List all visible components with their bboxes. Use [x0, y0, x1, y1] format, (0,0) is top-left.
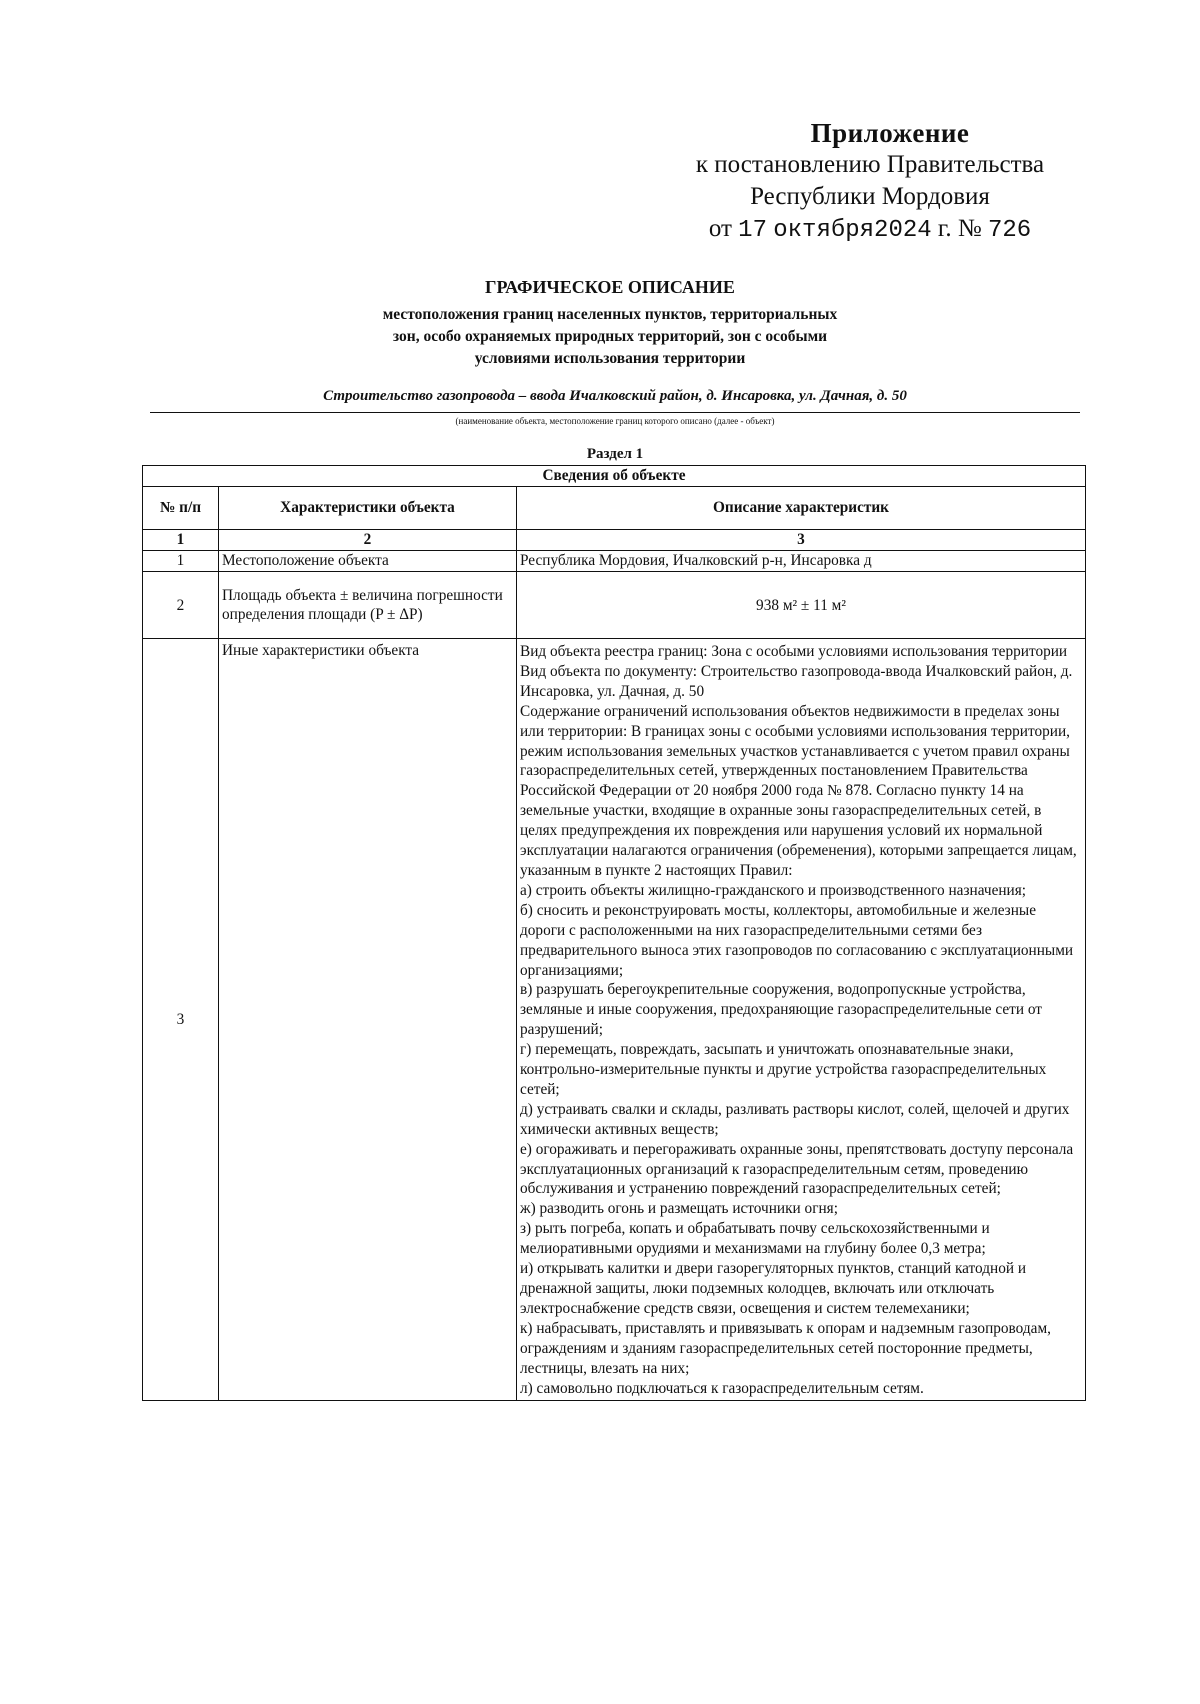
table-caption: Сведения об объекте [143, 466, 1086, 487]
decree-number-label: г. № [937, 215, 982, 242]
table-row [143, 572, 1086, 639]
restriction-item: ж) разводить огонь и размещать источники огня; [520, 1200, 838, 1218]
row-description: Республика Мордовия, Ичалковский р-н, Инсаровка д [517, 551, 1086, 572]
restriction-item: б) сносить и реконструировать мосты, коллекторы, автомобильные и железные дороги с расположенными на них газораспределительными сетями без предварительного выноса этих газопроводов по согласованию с эксплуатационными организациями; [520, 901, 1074, 979]
object-caption: (наименование объекта, местоположение границ которого описано (далее - объект) [455, 416, 775, 426]
document-heading [290, 277, 930, 370]
row-num: 3 [143, 639, 219, 1401]
restriction-item: и) открывать калитки и двери газорегуляторных пунктов, станций катодной и дренажной защиты, люки подземных колодцев, включать или отключать электроснабжение средств связи, освещения и систем телемеханики; [520, 1260, 1027, 1317]
decree-number: 726 [987, 217, 1032, 244]
column-number: 2 [219, 530, 517, 551]
document-title: ГРАФИЧЕСКОЕ ОПИСАНИЕ [485, 277, 735, 297]
row-characteristic: Иные характеристики объекта [219, 639, 517, 1401]
document-subtitle-1: местоположения границ населенных пунктов, территориальных [382, 306, 838, 323]
restriction-item: к) набрасывать, приставлять и привязывать к опорам и надземным газопроводам, ограждениям и зданиям газораспределительных сетей посторонние предметы, лестницы, влезать на них; [520, 1319, 1051, 1377]
government-line: Республики Мордовия [750, 183, 990, 210]
row-characteristic: Площадь объекта ± величина погрешности определения площади (P ± ΔP) [219, 572, 517, 639]
date-prefix: от [708, 215, 732, 242]
document-subtitle-2: зон, особо охраняемых природных территорий, зон с особыми [392, 328, 828, 345]
decree-line: к постановлению Правительства [695, 151, 1045, 178]
object-name: Строительство газопровода – ввода Ичалковский район, д. Инсаровка, ул. Дачная, д. 50 [323, 388, 907, 404]
decree-day: 17 [738, 217, 767, 244]
description-paragraph: Вид объекта реестра границ: Зона с особыми условиями использования территории [520, 643, 1068, 660]
object-info-table [142, 465, 1086, 1401]
decree-month-year: октября2024 [773, 217, 932, 244]
restriction-item: в) разрушать берегоукрепительные сооружения, водопропускные устройства, земляные и иные сооружения, предохраняющие газораспределительные сети от разрушений; [520, 981, 1042, 1039]
restriction-item: а) строить объекты жилищно-гражданского и производственного назначения; [520, 881, 1027, 899]
header-description: Описание характеристик [517, 487, 1086, 530]
restriction-item: г) перемещать, повреждать, засыпать и уничтожать опознавательные знаки, контрольно-измерительные пункты и другие устройства газораспределительных сетей; [520, 1041, 1047, 1098]
row-num: 2 [143, 572, 219, 639]
row-description: 938 м² ± 11 м² [517, 572, 1086, 639]
document-subtitle-3: условиями использования территории [474, 350, 746, 367]
row-num: 1 [143, 551, 219, 572]
header-num: № п/п [143, 487, 219, 530]
decree-date-line [660, 213, 1080, 247]
table-row [143, 551, 1086, 572]
column-number: 3 [517, 530, 1086, 551]
section-title: Раздел 1 [586, 446, 644, 462]
table-row [143, 639, 1086, 1401]
description-paragraph: Вид объекта по документу: Строительство газопровода-ввода Ичалковский район, д. Инсаровка, ул. Дачная, д. 50 [520, 662, 1073, 700]
header-characteristic: Характеристики объекта [219, 487, 517, 530]
description-paragraph: Содержание ограничений использования объектов недвижимости в пределах зоны или территории: В границах зоны с особыми условиями использования территории, режим использования земельных участков устанавливается с учетом правил охраны газораспределительных сетей, утвержденных постановлением Правительства Российской Федерации от 20 ноября 2000 года № 878. Согласно пункту 14 на земельные участки, входящие в охранные зоны газораспределительных сетей, в целях предупреждения их повреждения или нарушения условий их нормальной эксплуатации налагаются ограничения (обременения), которыми запрещается лицам, указанным в пункте 2 настоящих Правил: [520, 702, 1077, 879]
appendix-header [660, 118, 1080, 247]
row-description [517, 639, 1086, 1401]
restriction-item: д) устраивать свалки и склады, разливать растворы кислот, солей, щелочей и других химически активных веществ; [520, 1100, 1070, 1138]
row-characteristic: Местоположение объекта [219, 551, 517, 572]
column-number: 1 [143, 530, 219, 551]
restriction-item: л) самовольно подключаться к газораспределительным сетям. [520, 1379, 924, 1397]
restriction-item: е) огораживать и перегораживать охранные зоны, препятствовать доступу персонала эксплуатационных организаций к газораспределительным сетям, проведению обслуживания и устранению повреждений газораспределительных сетей; [520, 1140, 1074, 1198]
object-name-underline [150, 412, 1080, 413]
restriction-item: з) рыть погреба, копать и обрабатывать почву сельскохозяйственными и мелиоративными орудиями и механизмами на глубину более 0,3 метра; [520, 1220, 990, 1258]
appendix-title: Приложение [810, 118, 970, 148]
